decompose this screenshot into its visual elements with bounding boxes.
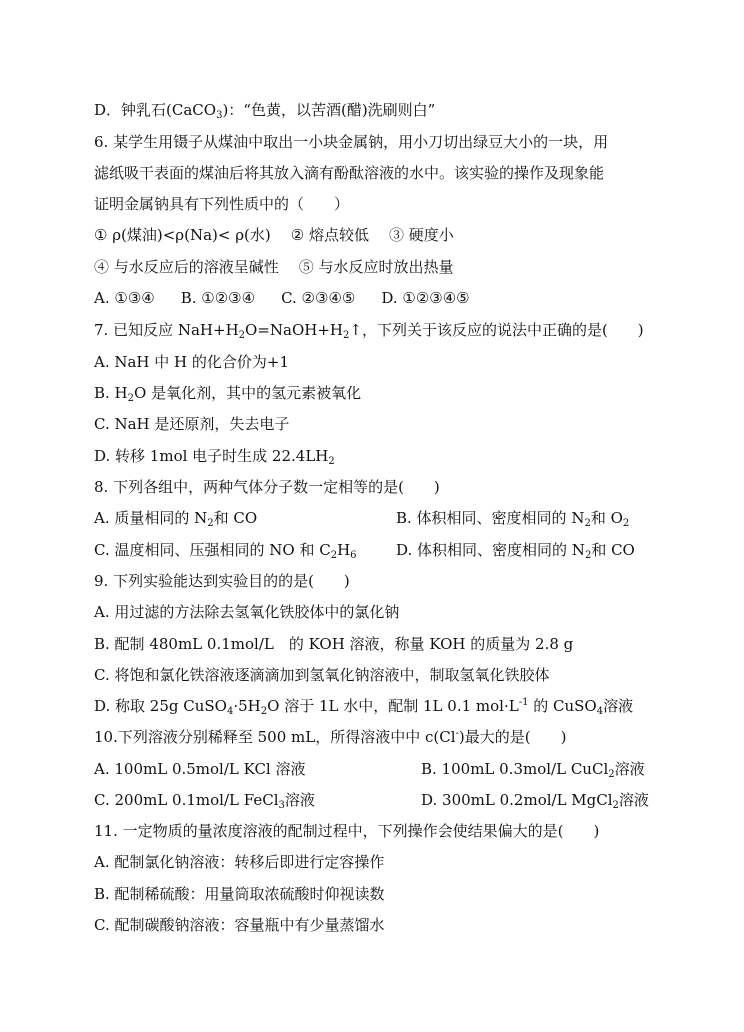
q11-option-b: B. 配制稀硫酸：用量筒取浓硫酸时仰视读数 [94, 885, 385, 903]
subscript: 2 [608, 769, 615, 780]
subscript: 3 [278, 800, 285, 811]
q8-option-b [396, 508, 629, 528]
q10-option-d [421, 790, 649, 810]
q8-b-text: B. 体积相同、密度相同的 N [396, 509, 585, 527]
q10-c-text-2: 溶液 [284, 791, 315, 809]
q7-stem [94, 320, 644, 340]
q6-option-b: B. ①②③④ [180, 289, 256, 307]
q10-d-text-2: 溶液 [618, 791, 649, 809]
q8-d-text: D. 体积相同、密度相同的 N [396, 541, 585, 559]
q6-property-4: ④ 与水反应后的溶液呈碱性 [94, 258, 279, 276]
q6-option-a: A. ①③④ [94, 289, 155, 307]
subscript: 2 [612, 800, 619, 811]
subscript: 2 [238, 330, 246, 341]
q9-option-d [94, 696, 633, 716]
q9-option-c: C. 将饱和氯化铁溶液逐滴滴加到氢氧化钠溶液中，制取氢氧化铁胶体 [94, 666, 550, 684]
subscript: 2 [207, 518, 214, 529]
q7-b-text: B. H [94, 384, 128, 402]
q8-b-text-2: 和 O [590, 509, 623, 527]
q7-stem-text-3: ↑，下列关于该反应的说法中正确的是( ) [349, 321, 644, 339]
q11-option-c: C. 配制碳酸钠溶液：容量瓶中有少量蒸馏水 [94, 916, 385, 934]
q9-option-a: A. 用过滤的方法除去氢氧化铁胶体中的氯化钠 [94, 603, 400, 621]
subscript: 2 [328, 456, 335, 467]
subscript: 4 [596, 706, 604, 717]
q7-option-c: C. NaH 是还原剂，失去电子 [94, 415, 290, 433]
q6-property-3: ③ 硬度小 [388, 226, 454, 244]
subscript: 2 [622, 518, 630, 529]
q10-b-text-2: 溶液 [614, 760, 645, 778]
q7-d-text: D. 转移 1mol 电子时生成 22.4LH [94, 447, 329, 465]
q6-options [94, 288, 470, 308]
q10-stem-text: 10.下列溶液分别稀释至 500 mL，所得溶液中中 c(Cl [94, 728, 456, 746]
subscript: 3 [216, 110, 223, 121]
q8-d-text-2: 和 CO [591, 541, 635, 559]
q6-property-5: ⑤ 与水反应时放出热量 [298, 258, 454, 276]
q10-c-text: C. 200mL 0.1mol/L FeCl [94, 791, 279, 809]
q8-option-d [396, 540, 635, 560]
q9-option-b: B. 配制 480mL 0.1mol/L 的 KOH 溶液，称量 KOH 的质量为 2.8 g [94, 635, 574, 653]
subscript: 2 [584, 518, 591, 529]
q8-c-text: C. 温度相同、压强相同的 NO 和 C [94, 541, 331, 559]
q5-d-text-2: )：“色黄，以苦酒(醋)洗刷则白” [222, 101, 436, 119]
q9-d-text-2: ·5H [233, 697, 261, 715]
q6-stem-line-2: 滤纸吸干表面的煤油后将其放入滴有酚酞溶液的水中。该实验的操作及现象能 [94, 164, 605, 182]
q7-option-a: A. NaH 中 H 的化合价为+1 [94, 353, 290, 371]
q10-stem [94, 727, 566, 747]
superscript: - [455, 728, 459, 739]
subscript: 2 [127, 393, 135, 404]
q9-d-text-4: 的 CuSO [528, 697, 597, 715]
q7-option-d [94, 446, 335, 466]
q6-stem-line-1: 6. 某学生用镊子从煤油中取出一小块金属钠，用小刀切出绿豆大小的一块，用 [94, 133, 609, 151]
q5-d-text: D．钟乳石(CaCO [94, 101, 217, 119]
q10-option-c [94, 790, 315, 810]
q7-stem-text: 7. 已知反应 NaH+H [94, 321, 239, 339]
q9-d-text: D. 称取 25g CuSO [94, 697, 227, 715]
q8-option-a [94, 508, 257, 528]
subscript: 2 [343, 330, 350, 341]
q8-c-text-2: H [337, 541, 351, 559]
q10-stem-text-2: )最大的是( ) [458, 728, 567, 746]
q10-option-a: A. 100mL 0.5mol/L KCl 溶液 [94, 760, 306, 778]
subscript: 2 [584, 550, 592, 561]
q7-b-text-2: O 是氧化剂，其中的氢元素被氧化 [134, 384, 362, 402]
q9-stem: 9. 下列实验能达到实验目的的是( ) [94, 572, 350, 590]
subscript: 2 [260, 706, 268, 717]
q6-option-c: C. ②③④⑤ [281, 289, 356, 307]
q6-stem-line-3: 证明金属钠具有下列性质中的（ ） [94, 195, 350, 213]
subscript: 2 [330, 550, 338, 561]
q7-stem-text-2: O=NaOH+H [245, 321, 343, 339]
q6-property-2: ② 熔点较低 [290, 226, 369, 244]
q11-stem: 11. 一定物质的量浓度溶液的配制过程中，下列操作会使结果偏大的是( ) [94, 822, 600, 840]
q9-d-text-5: 溶液 [603, 697, 634, 715]
q10-option-b [421, 759, 645, 779]
q6-option-d: D. ①②③④⑤ [381, 289, 470, 307]
q8-a-text: A. 质量相同的 N [94, 509, 208, 527]
q7-option-b [94, 383, 361, 403]
subscript: 4 [226, 706, 234, 717]
q11-option-a: A. 配制氯化钠溶液：转移后即进行定容操作 [94, 853, 385, 871]
q10-b-text: B. 100mL 0.3mol/L CuCl [421, 760, 609, 778]
q6-properties-row-1 [94, 225, 454, 245]
q6-properties-row-2 [94, 257, 454, 277]
q6-property-1: ① ρ(煤油)<ρ(Na)< ρ(水) [94, 226, 271, 244]
q8-a-text-2: 和 CO [213, 509, 258, 527]
q9-d-text-3: O 溶于 1L 水中，配制 1L 0.1 mol·L [267, 697, 519, 715]
q10-d-text: D. 300mL 0.2mol/L MgCl [421, 791, 613, 809]
q8-stem: 8. 下列各组中，两种气体分子数一定相等的是( ) [94, 478, 440, 496]
subscript: 6 [350, 550, 357, 561]
q8-option-c [94, 540, 357, 560]
superscript: -1 [518, 697, 529, 708]
q5-option-d [94, 100, 435, 120]
